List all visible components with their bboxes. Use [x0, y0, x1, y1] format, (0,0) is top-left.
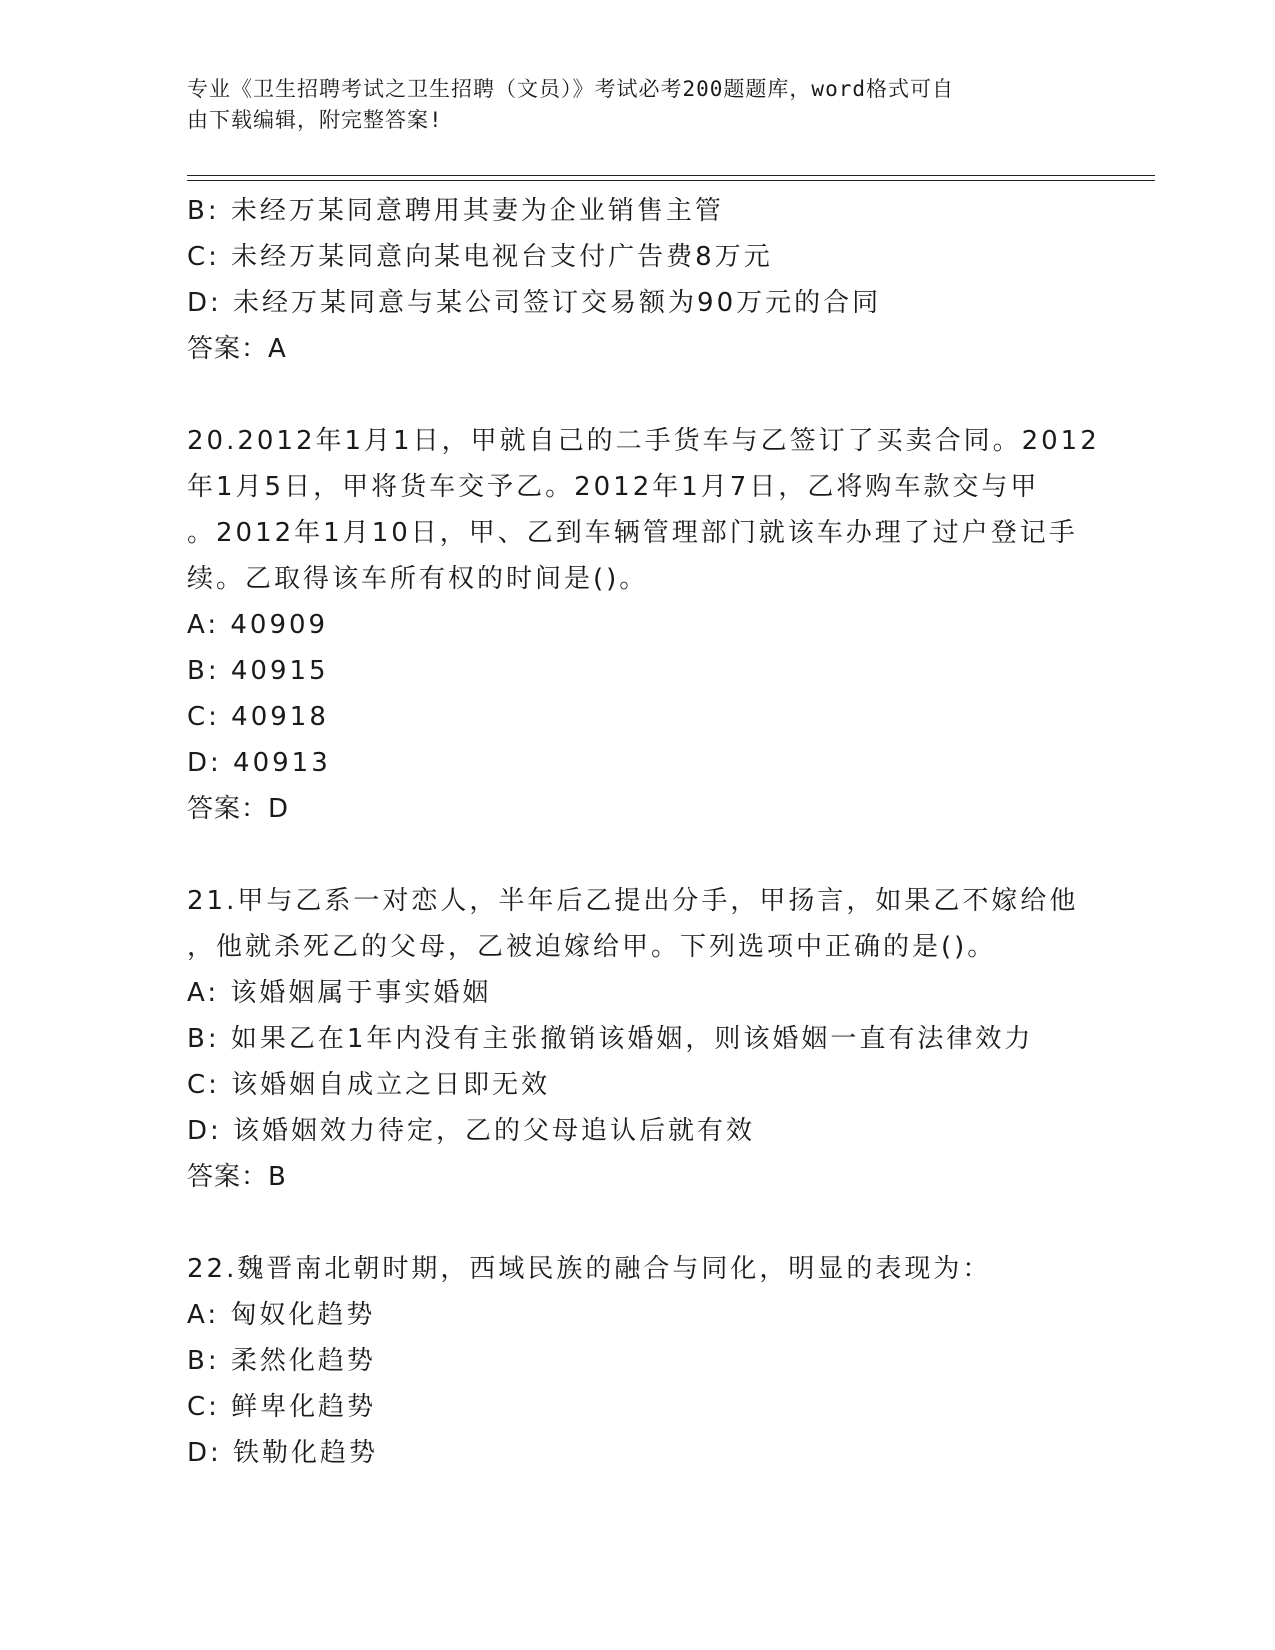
answer-line: 答案：D — [187, 794, 290, 824]
question-text-line: 续。乙取得该车所有权的时间是()。 — [187, 564, 649, 594]
option-c: C: 鲜卑化趋势 — [187, 1392, 377, 1422]
header-rule-bottom — [187, 180, 1155, 181]
question-text-line: 22.魏晋南北朝时期，西域民族的融合与同化，明显的表现为： — [187, 1254, 992, 1284]
option-b: B: 如果乙在1年内没有主张撤销该婚姻，则该婚姻一直有法律效力 — [187, 1024, 1034, 1054]
option-d: D: 未经万某同意与某公司签订交易额为90万元的合同 — [187, 288, 882, 318]
option-d: D: 40913 — [187, 748, 331, 778]
option-a: A: 40909 — [187, 610, 329, 640]
option-b: B: 40915 — [187, 656, 329, 686]
option-d: D: 铁勒化趋势 — [187, 1438, 379, 1468]
header-rule-top — [187, 175, 1155, 176]
question-spacer — [187, 372, 1107, 418]
question-22 — [187, 1246, 1107, 1476]
option-c: C: 该婚姻自成立之日即无效 — [187, 1070, 551, 1100]
option-c: C: 未经万某同意向某电视台支付广告费8万元 — [187, 242, 773, 272]
question-21 — [187, 878, 1107, 1200]
question-text-line: 年1月5日，甲将货车交予乙。2012年1月7日，乙将购车款交与甲 — [187, 472, 1040, 502]
option-d: D: 该婚姻效力待定，乙的父母追认后就有效 — [187, 1116, 756, 1146]
answer-line: 答案：A — [187, 334, 287, 364]
option-b: B: 未经万某同意聘用其妻为企业销售主管 — [187, 196, 724, 226]
question-text-line: ，他就杀死乙的父母，乙被迫嫁给甲。下列选项中正确的是()。 — [187, 932, 997, 962]
option-b: B: 柔然化趋势 — [187, 1346, 376, 1376]
option-a: A: 该婚姻属于事实婚姻 — [187, 978, 492, 1008]
question-text-line: 21.甲与乙系一对恋人，半年后乙提出分手，甲扬言，如果乙不嫁给他 — [187, 886, 1079, 916]
page-header — [187, 74, 1067, 136]
option-c: C: 40918 — [187, 702, 329, 732]
question-spacer — [187, 1200, 1107, 1246]
answer-line: 答案：B — [187, 1162, 287, 1192]
prev-question-block — [187, 188, 1107, 372]
question-text-line: 20.2012年1月1日，甲就自己的二手货车与乙签订了买卖合同。2012 — [187, 426, 1100, 456]
header-line-1: 专业《卫生招聘考试之卫生招聘（文员）》考试必考200题题库，word格式可自 — [187, 77, 954, 101]
question-content — [187, 188, 1107, 1476]
header-line-2: 由下载编辑，附完整答案! — [187, 108, 443, 132]
question-20 — [187, 418, 1107, 832]
question-spacer — [187, 832, 1107, 878]
option-a: A: 匈奴化趋势 — [187, 1300, 376, 1330]
question-text-line: 。2012年1月10日，甲、乙到车辆管理部门就该车办理了过户登记手 — [187, 518, 1078, 548]
